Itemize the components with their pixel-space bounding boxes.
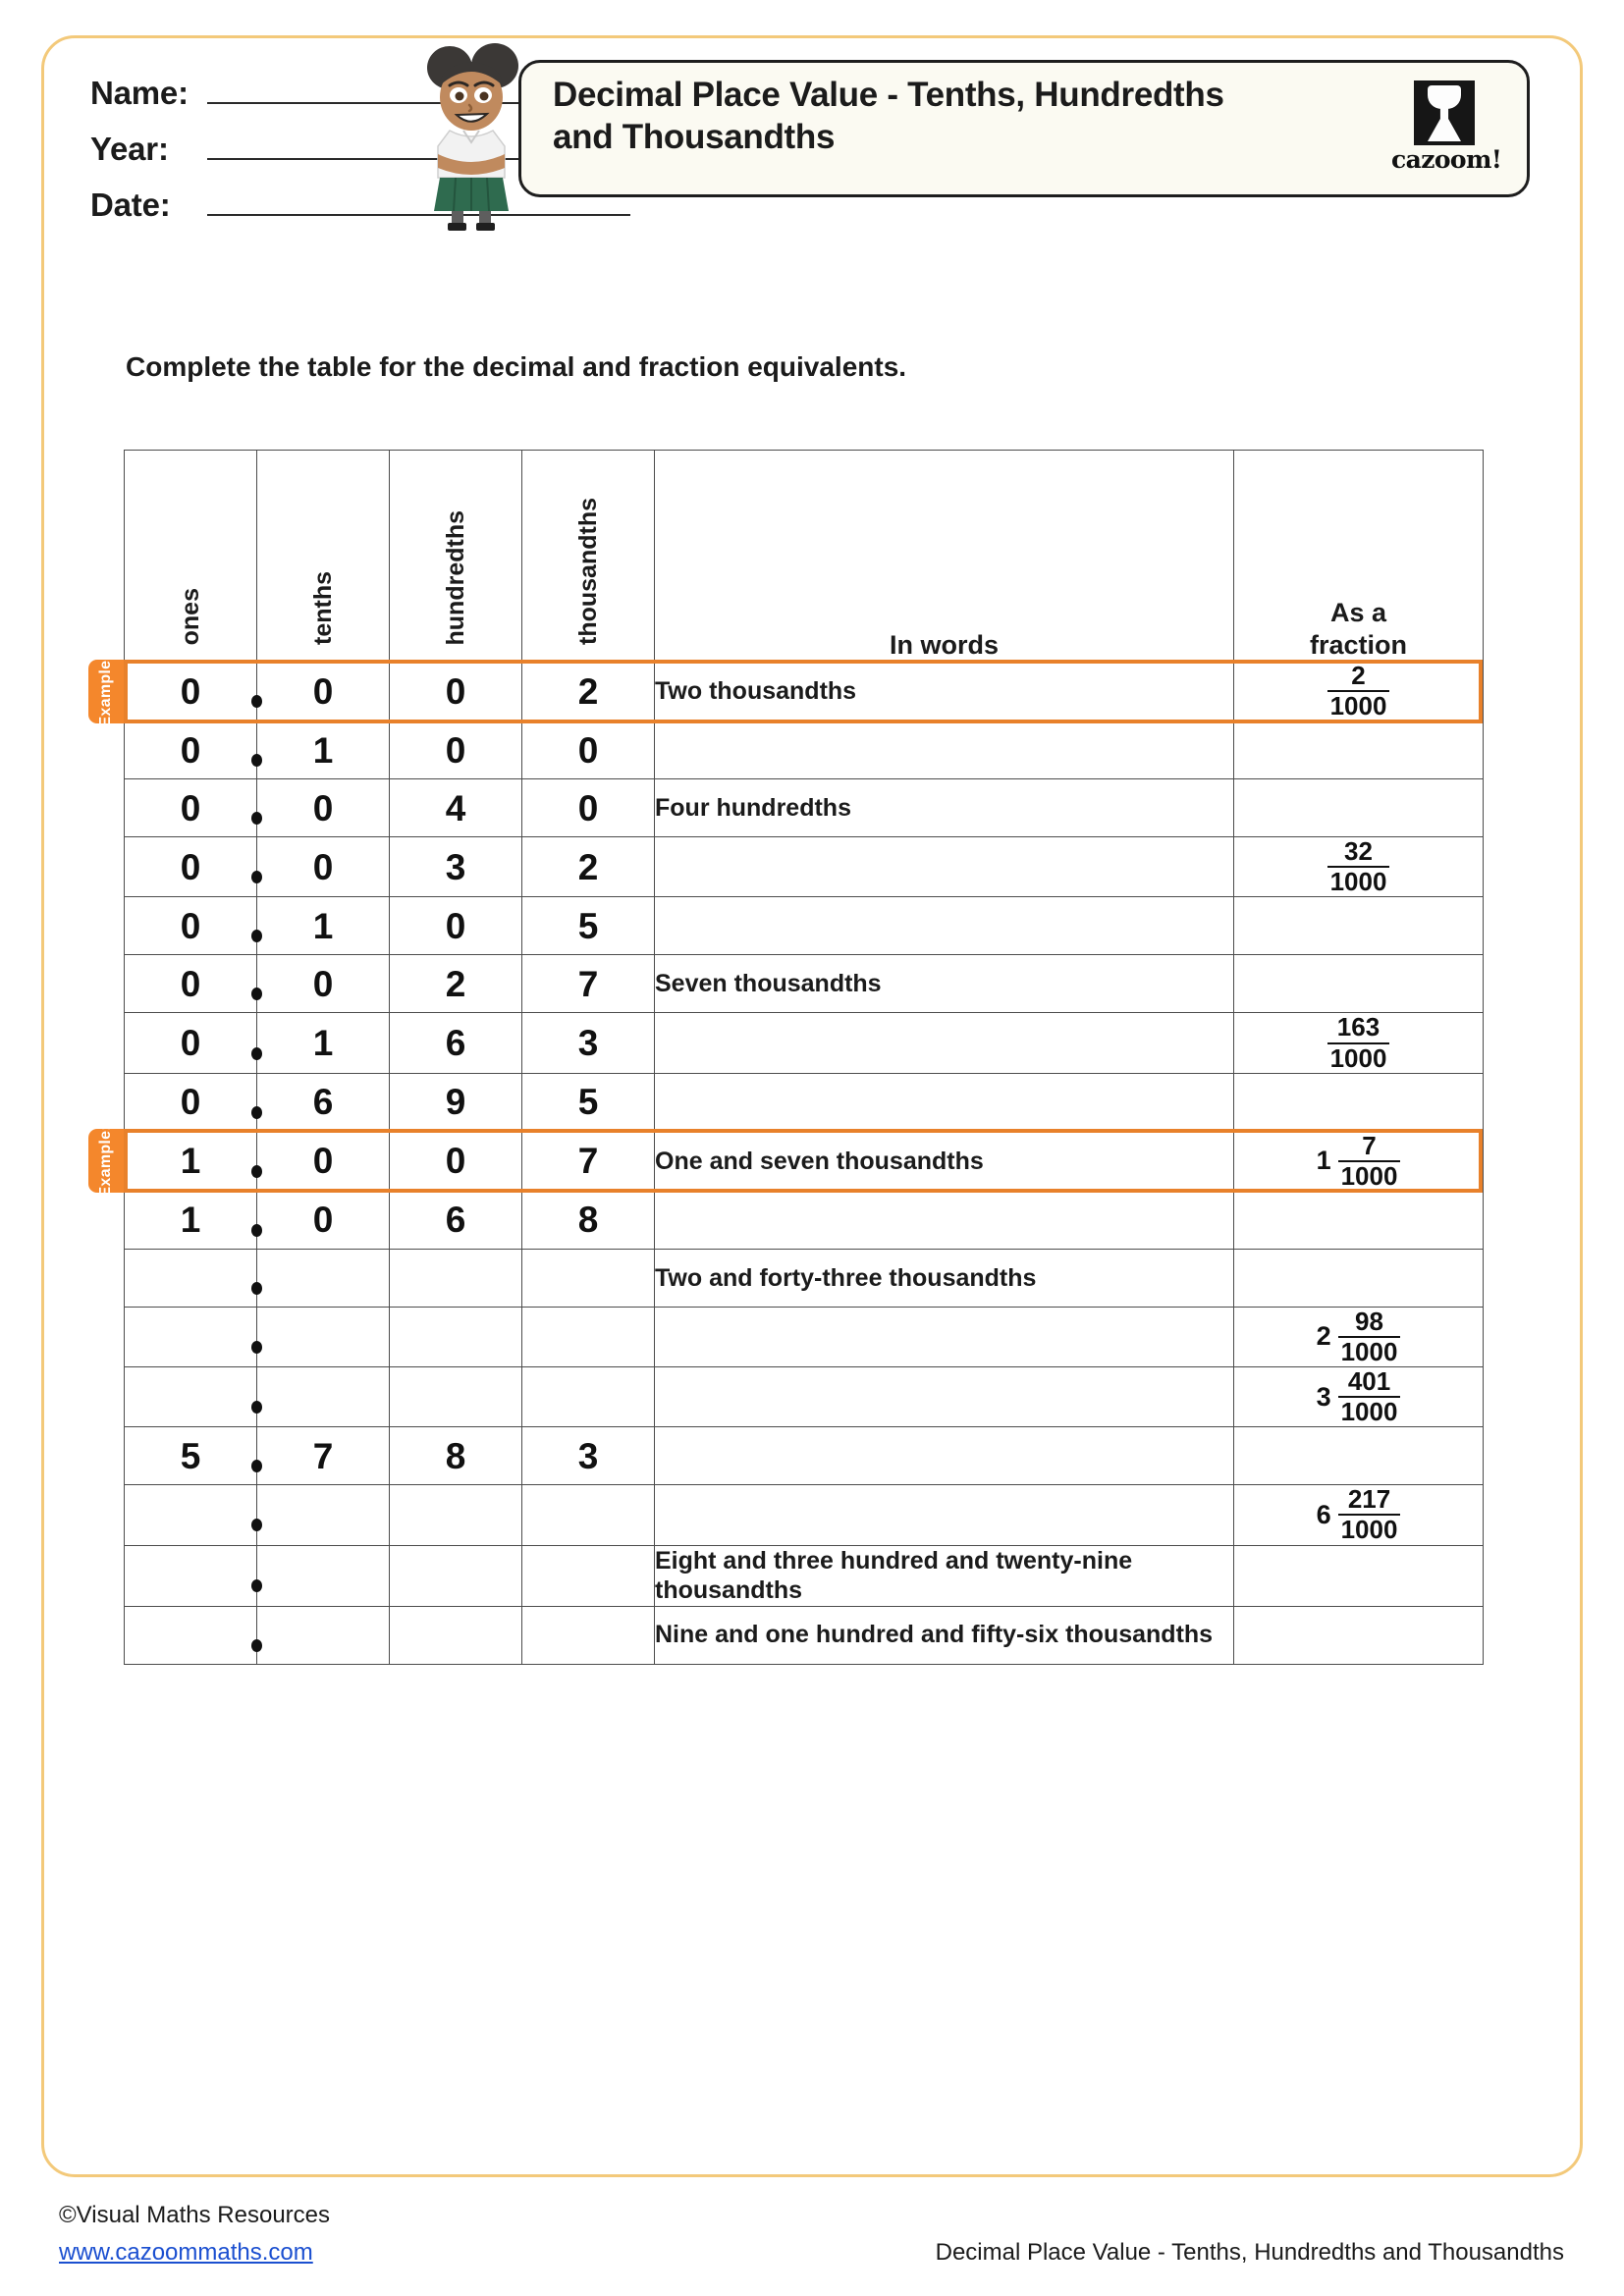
fraction-denominator: 1000	[1327, 866, 1390, 896]
cell-tenths[interactable]	[257, 1606, 390, 1664]
cell-in-words[interactable]: Nine and one hundred and fifty-six thousandths	[655, 1606, 1234, 1664]
cell-in-words[interactable]: Two and forty-three thousandths	[655, 1249, 1234, 1307]
cell-ones[interactable]: 0	[125, 1013, 257, 1073]
cell-as-a-fraction[interactable]	[1234, 897, 1484, 955]
decimal-point-icon	[251, 1047, 262, 1060]
cell-thousandths[interactable]: 7	[522, 1131, 655, 1191]
cell-hundredths[interactable]	[390, 1485, 522, 1545]
header-hundredths-label: hundredths	[441, 509, 469, 645]
fraction-numerator: 98	[1355, 1306, 1383, 1336]
student-mascot-icon	[412, 40, 530, 232]
cell-hundredths[interactable]	[390, 1545, 522, 1606]
cell-ones[interactable]: 0	[125, 955, 257, 1013]
cell-ones[interactable]: 1	[125, 1131, 257, 1191]
cell-hundredths[interactable]: 2	[390, 955, 522, 1013]
cell-ones[interactable]: 0	[125, 779, 257, 837]
cell-hundredths[interactable]: 9	[390, 1073, 522, 1131]
cell-thousandths[interactable]	[522, 1249, 655, 1307]
cell-tenths[interactable]: 6	[257, 1073, 390, 1131]
cell-hundredths[interactable]: 8	[390, 1427, 522, 1485]
fraction	[1327, 662, 1390, 721]
fraction-numerator: 2	[1351, 661, 1366, 690]
fraction-denominator: 1000	[1338, 1396, 1401, 1426]
fraction-value	[1317, 1367, 1401, 1426]
cell-thousandths[interactable]	[522, 1606, 655, 1664]
cell-in-words[interactable]: Two thousandths	[655, 662, 1234, 721]
table-row	[125, 662, 1484, 721]
table-header-row	[125, 451, 1484, 662]
footer-title-text: Decimal Place Value - Tenths, Hundredths and Thousandths	[935, 2239, 1564, 2266]
cell-thousandths[interactable]: 2	[522, 662, 655, 721]
cell-hundredths[interactable]: 0	[390, 1131, 522, 1191]
cell-hundredths[interactable]	[390, 1249, 522, 1307]
cell-as-a-fraction[interactable]	[1234, 662, 1484, 721]
cell-hundredths[interactable]: 6	[390, 1013, 522, 1073]
cell-ones[interactable]: 5	[125, 1427, 257, 1485]
fraction	[1338, 1132, 1401, 1191]
table-row	[125, 1427, 1484, 1485]
cell-ones[interactable]: 0	[125, 1073, 257, 1131]
cell-ones[interactable]: 0	[125, 837, 257, 897]
header-in-words: In words	[655, 451, 1234, 662]
fraction-value	[1327, 837, 1390, 896]
header-ones	[125, 451, 257, 662]
cell-ones[interactable]	[125, 1367, 257, 1427]
cazoom-logo	[1391, 80, 1502, 181]
cell-hundredths[interactable]	[390, 1606, 522, 1664]
cell-tenths[interactable]: 0	[257, 837, 390, 897]
cell-as-a-fraction[interactable]	[1234, 1013, 1484, 1073]
header-as-a-fraction	[1234, 451, 1484, 662]
fraction	[1327, 1013, 1390, 1072]
cell-in-words[interactable]	[655, 837, 1234, 897]
fraction-value	[1317, 1132, 1401, 1191]
example-tab	[88, 1125, 124, 1198]
instruction-text: Complete the table for the decimal and fraction equivalents.	[126, 351, 907, 382]
place-value-table	[124, 450, 1484, 1665]
cell-as-a-fraction[interactable]	[1234, 1307, 1484, 1366]
fraction-value	[1327, 1013, 1390, 1072]
cell-tenths[interactable]: 0	[257, 662, 390, 721]
cell-hundredths[interactable]: 4	[390, 779, 522, 837]
cell-hundredths[interactable]: 0	[390, 721, 522, 779]
worksheet-footer	[59, 2202, 1571, 2290]
fraction-value	[1327, 662, 1390, 721]
fraction	[1338, 1367, 1401, 1426]
fraction-whole-number: 6	[1316, 1499, 1331, 1529]
cell-tenths[interactable]	[257, 1545, 390, 1606]
cell-as-a-fraction[interactable]	[1234, 955, 1484, 1013]
cell-ones[interactable]	[125, 1485, 257, 1545]
cell-as-a-fraction[interactable]	[1234, 1545, 1484, 1606]
cell-tenths[interactable]: 0	[257, 1191, 390, 1249]
fraction-value	[1317, 1485, 1401, 1544]
name-label: Name:	[90, 75, 189, 111]
cell-in-words[interactable]	[655, 1013, 1234, 1073]
table-row	[125, 1249, 1484, 1307]
table-row	[125, 721, 1484, 779]
fraction-denominator: 1000	[1327, 1042, 1390, 1073]
fraction	[1327, 837, 1390, 896]
decimal-point-icon	[251, 1579, 262, 1592]
cell-in-words[interactable]: One and seven thousandths	[655, 1131, 1234, 1191]
table-row	[125, 779, 1484, 837]
table-head	[125, 451, 1484, 662]
decimal-point-icon	[251, 1165, 262, 1178]
decimal-point-icon	[251, 1224, 262, 1237]
cell-as-a-fraction[interactable]	[1234, 1485, 1484, 1545]
worksheet-header	[41, 35, 1583, 246]
example-tab-label: Example:	[97, 1125, 114, 1198]
cell-thousandths[interactable]	[522, 1367, 655, 1427]
fraction-denominator: 1000	[1338, 1336, 1401, 1366]
header-thousandths	[522, 451, 655, 662]
fraction-denominator: 1000	[1338, 1160, 1401, 1191]
cell-hundredths[interactable]	[390, 1367, 522, 1427]
cell-tenths[interactable]: 7	[257, 1427, 390, 1485]
cell-hundredths[interactable]: 3	[390, 837, 522, 897]
decimal-point-icon	[251, 1106, 262, 1119]
cell-thousandths[interactable]	[522, 1545, 655, 1606]
cell-in-words[interactable]	[655, 1073, 1234, 1131]
cell-in-words[interactable]	[655, 1427, 1234, 1485]
header-hundredths	[390, 451, 522, 662]
cell-tenths[interactable]: 1	[257, 897, 390, 955]
cell-as-a-fraction[interactable]	[1234, 1249, 1484, 1307]
cell-ones[interactable]: 0	[125, 897, 257, 955]
cell-tenths[interactable]: 1	[257, 1013, 390, 1073]
fraction-denominator: 1000	[1338, 1514, 1401, 1544]
cell-thousandths[interactable]: 2	[522, 837, 655, 897]
place-value-table-wrapper	[97, 450, 1483, 1665]
decimal-point-icon	[251, 1282, 262, 1295]
header-fraction-line1: As a	[1329, 598, 1387, 628]
fraction-numerator: 163	[1336, 1012, 1380, 1042]
table-body	[125, 662, 1484, 1665]
table-row	[125, 1545, 1484, 1606]
header-thousandths-label: thousandths	[573, 498, 602, 645]
header-tenths	[257, 451, 390, 662]
cell-in-words[interactable]	[655, 1367, 1234, 1427]
cell-as-a-fraction[interactable]	[1234, 1073, 1484, 1131]
cazoom-wordmark: cazoom!	[1391, 145, 1502, 174]
table-row	[125, 837, 1484, 897]
table-row	[125, 1131, 1484, 1191]
cell-hundredths[interactable]	[390, 1307, 522, 1366]
cell-as-a-fraction[interactable]	[1234, 1427, 1484, 1485]
header-fraction-line2: fraction	[1309, 629, 1407, 660]
cell-as-a-fraction[interactable]	[1234, 1606, 1484, 1664]
cell-hundredths[interactable]: 0	[390, 662, 522, 721]
cell-ones[interactable]: 0	[125, 721, 257, 779]
cell-in-words[interactable]	[655, 1191, 1234, 1249]
table-row	[125, 1013, 1484, 1073]
cell-ones[interactable]	[125, 1545, 257, 1606]
fraction-numerator: 32	[1344, 836, 1373, 867]
cell-in-words[interactable]: Eight and three hundred and twenty-nine thousandths	[655, 1545, 1234, 1606]
fraction	[1338, 1308, 1401, 1366]
cell-ones[interactable]	[125, 1249, 257, 1307]
fraction-whole-number: 3	[1316, 1381, 1331, 1412]
cell-tenths[interactable]	[257, 1307, 390, 1366]
cell-ones[interactable]	[125, 1606, 257, 1664]
table-row	[125, 1485, 1484, 1545]
table-row	[125, 1073, 1484, 1131]
cell-as-a-fraction[interactable]	[1234, 1131, 1484, 1191]
cell-in-words[interactable]: Seven thousandths	[655, 955, 1234, 1013]
header-ones-label: ones	[176, 587, 204, 645]
example-tab	[88, 655, 124, 727]
cell-thousandths[interactable]: 0	[522, 721, 655, 779]
table-row	[125, 1307, 1484, 1366]
cell-thousandths[interactable]: 0	[522, 779, 655, 837]
cell-in-words[interactable]	[655, 1307, 1234, 1366]
cell-thousandths[interactable]: 3	[522, 1013, 655, 1073]
cell-thousandths[interactable]	[522, 1307, 655, 1366]
cell-hundredths[interactable]: 6	[390, 1191, 522, 1249]
cell-hundredths[interactable]: 0	[390, 897, 522, 955]
date-label: Date:	[90, 187, 171, 223]
cell-thousandths[interactable]: 8	[522, 1191, 655, 1249]
table-row	[125, 897, 1484, 955]
cell-tenths[interactable]: 0	[257, 779, 390, 837]
cell-in-words[interactable]	[655, 721, 1234, 779]
cell-tenths[interactable]: 1	[257, 721, 390, 779]
cell-as-a-fraction[interactable]	[1234, 779, 1484, 837]
decimal-point-icon	[251, 1341, 262, 1354]
cell-thousandths[interactable]: 3	[522, 1427, 655, 1485]
cell-as-a-fraction[interactable]	[1234, 1191, 1484, 1249]
cazoom-mark-icon	[1414, 80, 1475, 145]
website-link[interactable]: www.cazoommaths.com	[59, 2239, 313, 2266]
copyright-text: ©Visual Maths Resources	[59, 2202, 331, 2228]
cell-ones[interactable]: 0	[125, 662, 257, 721]
fraction-numerator: 217	[1347, 1484, 1391, 1515]
cell-thousandths[interactable]: 5	[522, 897, 655, 955]
cell-as-a-fraction[interactable]	[1234, 1367, 1484, 1427]
cell-ones[interactable]: 1	[125, 1191, 257, 1249]
cell-thousandths[interactable]: 5	[522, 1073, 655, 1131]
fraction-denominator: 1000	[1327, 690, 1390, 721]
cell-tenths[interactable]	[257, 1485, 390, 1545]
cell-tenths[interactable]: 0	[257, 1131, 390, 1191]
fraction-value	[1317, 1308, 1401, 1366]
fraction-numerator: 7	[1362, 1130, 1377, 1160]
cell-ones[interactable]	[125, 1307, 257, 1366]
cell-tenths[interactable]	[257, 1367, 390, 1427]
decimal-point-icon	[251, 1639, 262, 1652]
table-row	[125, 1367, 1484, 1427]
cell-in-words[interactable]	[655, 1485, 1234, 1545]
fraction-numerator: 401	[1347, 1366, 1391, 1397]
cell-in-words[interactable]	[655, 897, 1234, 955]
cell-thousandths[interactable]	[522, 1485, 655, 1545]
fraction	[1338, 1485, 1401, 1544]
year-label: Year:	[90, 131, 169, 167]
worksheet-title-box	[518, 60, 1530, 197]
cell-as-a-fraction[interactable]	[1234, 837, 1484, 897]
table-row	[125, 1191, 1484, 1249]
header-tenths-label: tenths	[308, 571, 337, 645]
table-row	[125, 1606, 1484, 1664]
cell-as-a-fraction[interactable]	[1234, 721, 1484, 779]
cell-tenths[interactable]	[257, 1249, 390, 1307]
fraction-whole-number: 2	[1316, 1321, 1331, 1352]
cell-in-words[interactable]: Four hundredths	[655, 779, 1234, 837]
cell-tenths[interactable]: 0	[257, 955, 390, 1013]
page-title: Decimal Place Value - Tenths, Hundredths and Thousandths	[553, 76, 1224, 156]
table-row	[125, 955, 1484, 1013]
example-tab-label: Example:	[97, 655, 114, 727]
fraction-whole-number: 1	[1316, 1146, 1331, 1176]
cell-thousandths[interactable]: 7	[522, 955, 655, 1013]
